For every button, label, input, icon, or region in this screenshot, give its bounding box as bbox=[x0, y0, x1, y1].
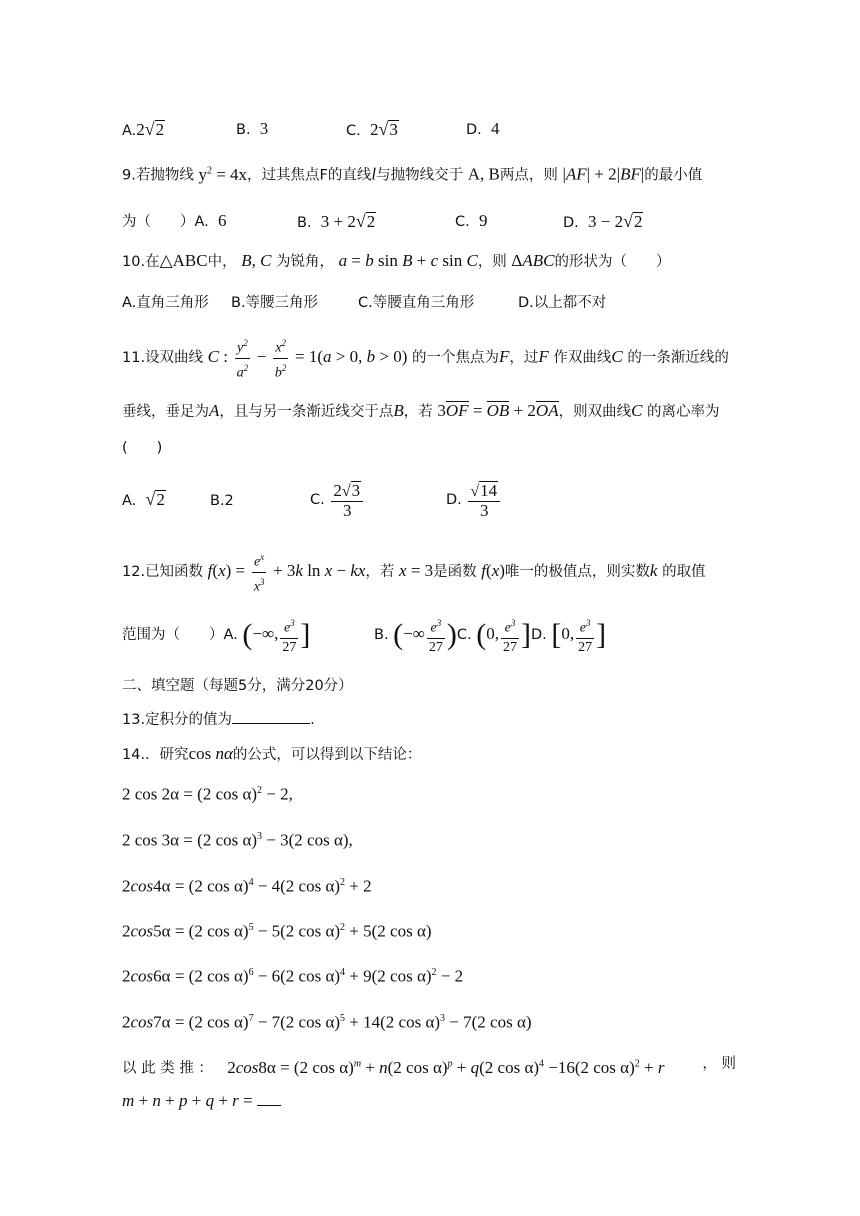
question-12-options: 范围为（ ）A. (−∞, $\frac{e^3}{27}$ ] bbox=[122, 614, 310, 657]
q8-option-a: A.2√2 bbox=[122, 119, 165, 139]
q10-option-b: B.等腰三角形 bbox=[231, 295, 319, 311]
q11-option-d: D. $\frac{√14}{3}$ bbox=[446, 480, 502, 520]
question-12-stem: 12.已知函数 f(x) = $\frac{e^x}{x^3}$ + 3k ln x − kx，若 x = 3是函数 f(x)唯一的极值点，则实数k 的取值 bbox=[122, 548, 706, 596]
question-11-paren: ( ) bbox=[122, 440, 163, 456]
q9-option-d: D. 3 − 2√2 bbox=[563, 211, 643, 231]
q12-option-b-c-d: B. (−∞ $\frac{e^3}{27}$ )C. (0, $\frac{e^3}{27}$ ]D. [0, $\frac{e^3}{27}$ ] bbox=[374, 614, 606, 657]
q10-option-a: A.直角三角形 bbox=[122, 295, 209, 311]
question-14-intro: 14.．研究cos nα的公式，可以得到以下结论： bbox=[122, 744, 422, 763]
answer-blank-14[interactable] bbox=[257, 1091, 281, 1106]
question-10-stem: 10.在△ABC中， B, C 为锐角， a = b sin B + c sin C，则 ΔABC的形状为（ ） bbox=[122, 251, 671, 270]
question-11-line2: 垂线，垂足为A，且与另一条渐近线交于点B，若 3OF = OB + 2OA，则双曲线C 的离心率为 bbox=[122, 401, 720, 420]
answer-blank[interactable] bbox=[232, 709, 310, 724]
formula-cos2: 2 cos 2α = (2 cos α)$^2$ − 2, bbox=[122, 784, 293, 804]
question-9-options: 为（ ）A. 6 bbox=[122, 211, 227, 230]
q9-option-c: C. 9 bbox=[455, 211, 488, 230]
formula-cos5: 2cos5α = (2 cos α)$^5$ − 5(2 cos α)$^2$ + 5(2 cos α) bbox=[122, 921, 432, 941]
q10-option-c: C.等腰直角三角形 bbox=[358, 295, 475, 311]
q8-option-b: B. 3 bbox=[236, 119, 269, 138]
formula-cos8: 以 此 类 推 ： 2cos8α = (2 cos α)$^m$ + n(2 cos α)$^p$ + q(2 cos α)$^4$ −16(2 cos α)$^2$ + r ， 则 bbox=[122, 1056, 736, 1077]
q9-option-b: B. 3 + 2√2 bbox=[297, 211, 376, 231]
question-11-stem: 11.设双曲线 C : $\frac{y^2}{a^2}$ − $\frac{x^2}{b^2}$ = 1(a > 0, b > 0) 的一个焦点为F，过F 作双曲线C 的一条渐近线的 bbox=[122, 334, 729, 382]
question-13: 13.定积分的值为 . bbox=[122, 709, 315, 731]
q11-option-b: B.2 bbox=[210, 493, 234, 509]
formula-cos4: 2cos4α = (2 cos α)$^4$ − 4(2 cos α)$^2$ + 2 bbox=[122, 876, 372, 896]
q11-option-a: A. √2 bbox=[122, 489, 165, 509]
q8-option-c: C. 2√3 bbox=[346, 119, 398, 139]
formula-cos7: 2cos7α = (2 cos α)$^7$ − 7(2 cos α)$^5$ + 14(2 cos α)$^3$ − 7(2 cos α) bbox=[122, 1012, 532, 1032]
question-9-stem: 9.若抛物线 $y^2 = 4x$，过其焦点F的直线l与抛物线交于 A, B两点，则 |AF| + 2|BF|的最小值 bbox=[122, 164, 703, 184]
section-2-title: 二、填空题（每题5分，满分20分） bbox=[122, 678, 353, 694]
q8-option-d: D. 4 bbox=[466, 119, 500, 138]
formula-cos6: 2cos6α = (2 cos α)$^6$ − 6(2 cos α)$^4$ + 9(2 cos α)$^2$ − 2 bbox=[122, 966, 464, 986]
sum-expression: m + n + p + q + r = bbox=[122, 1090, 281, 1112]
q11-option-c: C. $\frac{2√3}{3}$ bbox=[310, 480, 365, 520]
formula-cos3: 2 cos 3α = (2 cos α)$^3$ − 3(2 cos α), bbox=[122, 830, 353, 850]
q10-option-d: D.以上都不对 bbox=[518, 295, 607, 311]
